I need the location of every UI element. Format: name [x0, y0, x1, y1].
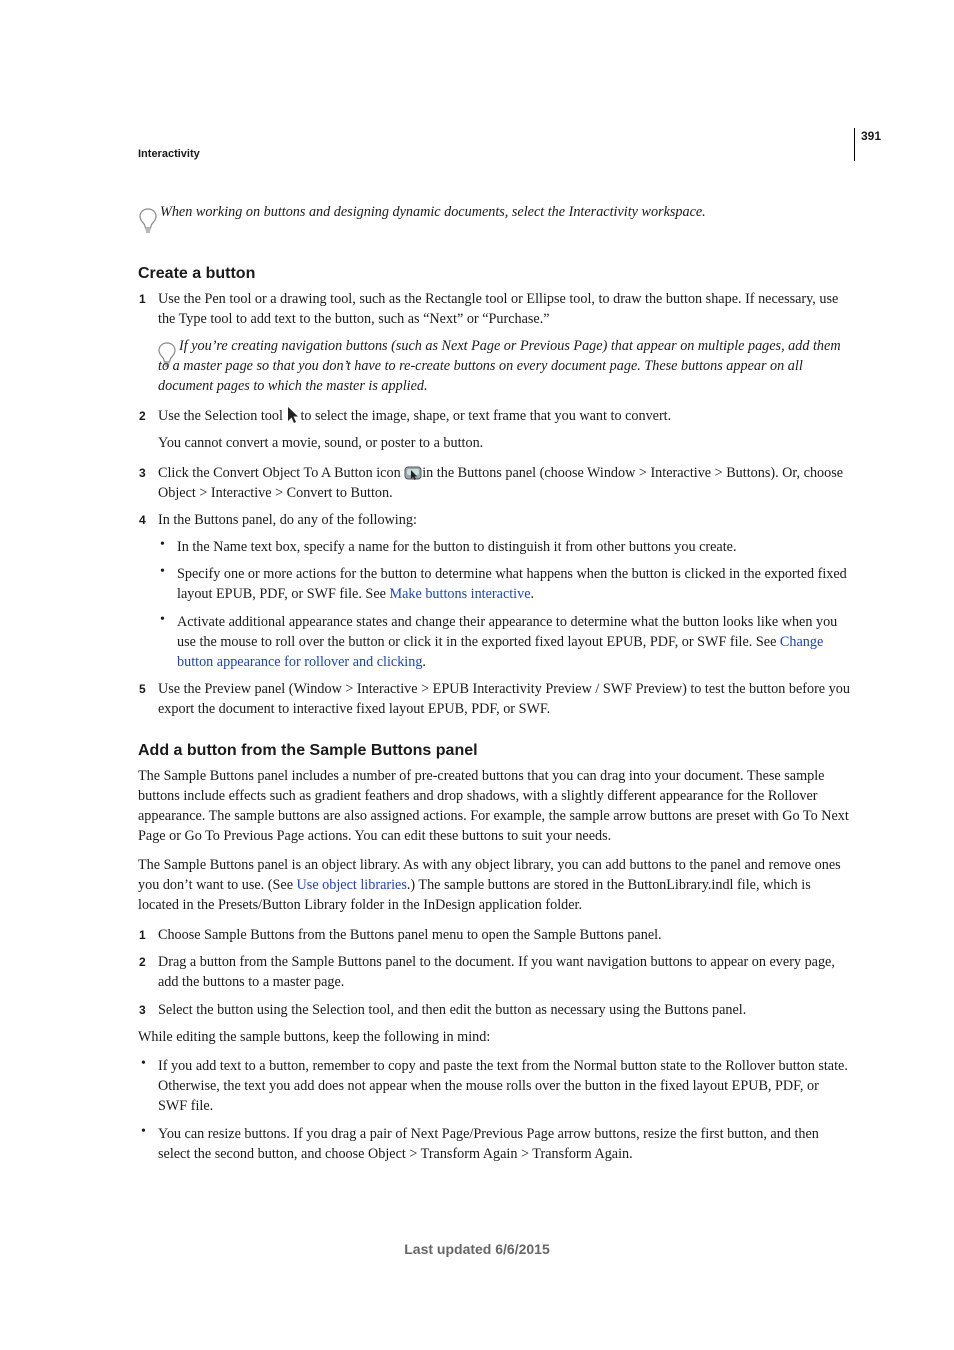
- list-item: You can resize buttons. If you drag a pair of Next Page/Previous Page arrow buttons, resize the first button, and then select the second button, and choose Object > Transform Again > Transform Again.: [158, 1126, 819, 1162]
- list-item: [177, 612, 850, 672]
- bullet-mark: •: [160, 612, 165, 627]
- lightbulb-icon: [139, 208, 157, 234]
- list-item-punct: .: [530, 586, 535, 602]
- selection-tool-icon: [286, 406, 300, 424]
- section-heading-sample-buttons: Add a button from the Sample Buttons panel: [138, 742, 478, 759]
- list-item: If you add text to a button, remember to copy and paste the text from the Normal button state to the Rollover button state. Otherwise, the text you add does not appear when the mouse rolls over the button in the fixed layout EPUB, PDF, or SWF file.: [158, 1058, 848, 1114]
- bullet-mark: •: [160, 564, 165, 579]
- step-text-post: to select the image, shape, or text frame that you want to convert.: [300, 408, 672, 424]
- paragraph-text: The Sample Buttons panel is an object library. As with any object library, you can add buttons to the panel and remove ones you don’t want to use. (See: [138, 857, 841, 893]
- page-number: 391: [861, 129, 882, 143]
- step-number: 4: [139, 513, 146, 527]
- step-text: Use the Preview panel (Window > Interactive > EPUB Interactivity Preview / SWF Preview) to test the button before you export the document to interactive fixed layout EPUB, PDF, or SWF.: [158, 681, 850, 717]
- step-text: Drag a button from the Sample Buttons panel to the document. If you want navigation buttons to appear on every page, add the buttons to a master page.: [158, 954, 835, 990]
- link-change-button-appearance[interactable]: Change button appearance for rollover and clicking: [177, 634, 824, 670]
- list-item-text: Specify one or more actions for the button to determine what happens when the button is clicked in the exported fixed layout EPUB, PDF, or SWF file. See: [177, 566, 847, 602]
- step-text-pre: Use the Selection tool: [158, 408, 283, 424]
- tip-text: When working on buttons and designing dynamic documents, select the Interactivity workspace.: [160, 204, 706, 220]
- step-text-pre: Click the Convert Object To A Button icon: [158, 465, 401, 481]
- list-item-punct: .: [422, 654, 426, 670]
- step-number: 1: [139, 292, 146, 306]
- paragraph: [138, 855, 850, 915]
- paragraph: The Sample Buttons panel includes a number of pre-created buttons that you can drag into your document. These sample buttons include effects such as gradient feathers and drop shadows, with a slightly different appearance for the Rollover appearance. The sample buttons are also assigned actions. For example, the sample arrow buttons are preset with Go To Next Page or Go To Previous Page actions. You can edit these buttons to suit your needs.: [138, 768, 849, 844]
- step-note: You cannot convert a movie, sound, or poster to a button.: [158, 435, 484, 451]
- link-use-object-libraries[interactable]: Use object libraries: [296, 877, 407, 893]
- step-text: In the Buttons panel, do any of the following:: [158, 512, 417, 528]
- bullet-mark: •: [160, 537, 165, 552]
- step-number: 5: [139, 682, 146, 696]
- step-text: Select the button using the Selection tool, and then edit the button as necessary using the Buttons panel.: [158, 1002, 747, 1018]
- step-text: [158, 406, 850, 426]
- convert-to-button-icon: [404, 464, 422, 481]
- bullet-mark: •: [141, 1124, 146, 1139]
- step-number: 2: [139, 955, 146, 969]
- paragraph: While editing the sample buttons, keep the following in mind:: [138, 1029, 491, 1045]
- list-item-text: Activate additional appearance states and change their appearance to determine what the button looks like when you use the mouse to roll over the button or click it in the exported fixed layout EPUB, PDF, or SWF file. See: [177, 614, 838, 650]
- tip-text: If you’re creating navigation buttons (such as Next Page or Previous Page) that appear on multiple pages, add them to a master page so that you don’t have to re-create buttons on every document page. These buttons appear on all document pages to which the master is applied.: [158, 338, 841, 394]
- running-head: Interactivity: [138, 148, 200, 160]
- step-text: [158, 463, 850, 503]
- step-number: 1: [139, 928, 146, 942]
- step-text: Use the Pen tool or a drawing tool, such as the Rectangle tool or Ellipse tool, to draw the button shape. If necessary, use the Type tool to add text to the button, such as “Next” or “Purchase.”: [158, 291, 839, 327]
- paragraph-text: .) The sample buttons are stored in the ButtonLibrary.indl file, which is located in the Presets/Button Library folder in the InDesign application folder.: [138, 877, 811, 913]
- step-number: 3: [139, 466, 146, 480]
- footer-last-updated: Last updated 6/6/2015: [404, 1241, 550, 1257]
- link-make-buttons-interactive[interactable]: Make buttons interactive: [389, 586, 531, 602]
- step-text: Choose Sample Buttons from the Buttons panel menu to open the Sample Buttons panel.: [158, 927, 662, 943]
- section-heading-create-button: Create a button: [138, 265, 256, 282]
- list-item: [177, 564, 850, 604]
- page-number-rule: [854, 128, 855, 161]
- list-item: In the Name text box, specify a name for the button to distinguish it from other buttons you create.: [177, 539, 737, 555]
- step-number: 2: [139, 409, 146, 423]
- bullet-mark: •: [141, 1056, 146, 1071]
- step-text-post: in the Buttons panel (choose Window > Interactive > Buttons). Or, choose Object > Interactive > Convert to Button.: [158, 465, 844, 501]
- step-number: 3: [139, 1003, 146, 1017]
